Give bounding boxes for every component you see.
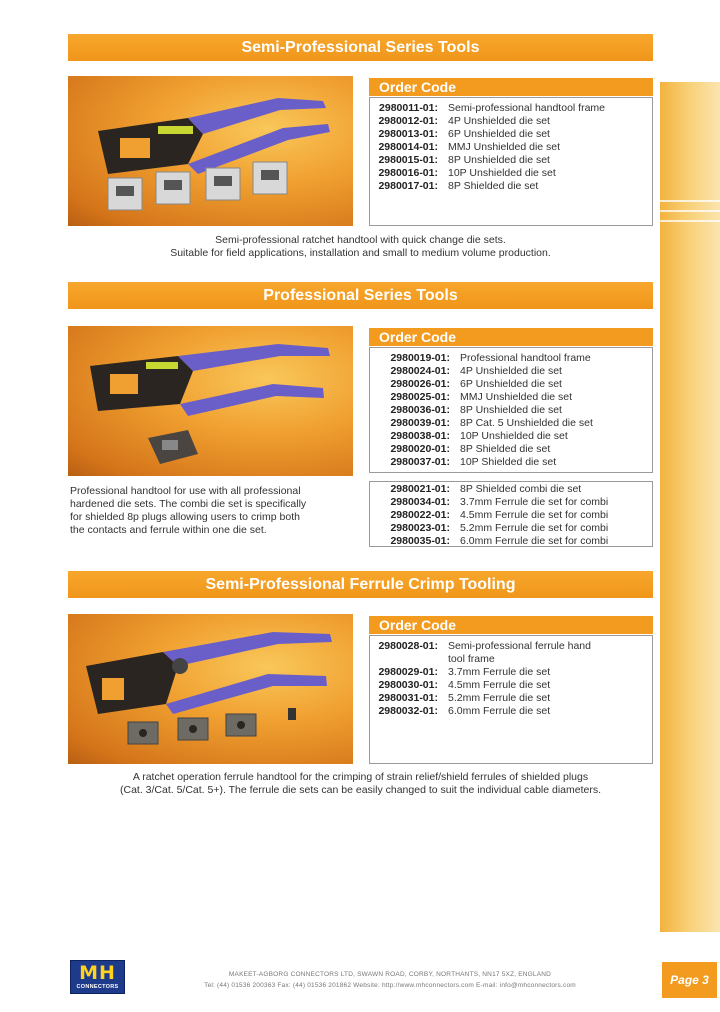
order-code-heading-3: Order Code: [369, 616, 653, 634]
order-code-list-2b: [369, 481, 653, 547]
ferrule-tool-photo: [68, 614, 353, 764]
section-title-ferrule: Semi-Professional Ferrule Crimp Tooling: [68, 571, 653, 598]
order-code-heading-2: Order Code: [369, 328, 653, 346]
order-row: 2980034-01: 3.7mm Ferrule die set for combi: [390, 496, 609, 508]
order-row: 2980011-01: Semi-professional handtool frame: [379, 102, 605, 114]
footer-contact: Tel: (44) 01536 200363 Fax: (44) 01536 201862 Website: http://www.mhconnectors.com E-mail: info@mhconnectors.com: [204, 982, 576, 989]
professional-tool-photo: [68, 326, 353, 476]
order-row: 2980015-01: 8P Unshielded die set: [378, 154, 550, 166]
order-row: 2980012-01: 4P Unshielded die set: [378, 115, 550, 127]
order-row: 2980029-01: 3.7mm Ferrule die set: [378, 666, 551, 678]
section-title-professional: Professional Series Tools: [68, 282, 653, 309]
side-decorative-tab: [660, 82, 720, 932]
order-row: 2980023-01: 5.2mm Ferrule die set for combi: [390, 522, 609, 534]
order-row: 2980031-01: 5.2mm Ferrule die set: [378, 692, 551, 704]
order-row: 2980025-01: MMJ Unshielded die set: [390, 391, 573, 403]
order-row: 2980016-01: 10P Unshielded die set: [378, 167, 556, 179]
order-row: 2980038-01: 10P Unshielded die set: [390, 430, 568, 442]
order-row: 2980020-01: 8P Shielded die set: [390, 443, 551, 455]
section-caption-1: Semi-professional ratchet handtool with quick change die sets. Suitable for field applications, installation and small to medium volume production.: [170, 234, 551, 259]
order-code-list-1: [369, 97, 653, 226]
order-row: 2980035-01: 6.0mm Ferrule die set for combi: [390, 535, 609, 547]
order-row: 2980026-01: 6P Unshielded die set: [390, 378, 562, 390]
order-row: 2980030-01: 4.5mm Ferrule die set: [378, 679, 551, 691]
section-caption-3: A ratchet operation ferrule handtool for the crimping of strain relief/shield ferrules of shielded plugs (Cat. 3/Cat. 5/Cat. 5+). The ferrule die sets can be easily changed to suit the individual cable diameters.: [119, 771, 602, 796]
section-caption-2: Professional handtool for use with all professional hardened die sets. The combi die set is specifically for shielded 8p plugs allowing users to crimp both the contacts and ferrule within one die set.: [70, 485, 307, 536]
order-row: 2980021-01: 8P Shielded combi die set: [390, 483, 582, 495]
order-row: 2980039-01: 8P Cat. 5 Unshielded die set: [390, 417, 593, 429]
order-row: tool frame: [448, 653, 495, 665]
semi-pro-tool-photo: [68, 76, 353, 226]
order-row: 2980017-01: 8P Shielded die set: [378, 180, 539, 192]
order-row: 2980037-01: 10P Shielded die set: [390, 456, 557, 468]
order-row: 2980014-01: MMJ Unshielded die set: [378, 141, 561, 153]
order-row: 2980022-01: 4.5mm Ferrule die set for combi: [390, 509, 609, 521]
order-row: 2980036-01: 8P Unshielded die set: [390, 404, 562, 416]
order-row: 2980013-01: 6P Unshielded die set: [378, 128, 550, 140]
order-code-heading-1: Order Code: [369, 78, 653, 96]
order-row: 2980028-01: Semi-professional ferrule hand: [378, 640, 591, 652]
order-row: 2980019-01: Professional handtool frame: [390, 352, 591, 364]
section-title-semi-pro: Semi-Professional Series Tools: [68, 34, 653, 61]
footer-address: MAKEET-AGBORG CONNECTORS LTD, SWAWN ROAD, CORBY, NORTHANTS, NN17 5XZ, ENGLAND: [228, 971, 552, 978]
order-row: 2980032-01: 6.0mm Ferrule die set: [378, 705, 551, 717]
order-code-list-3: [369, 635, 653, 764]
order-row: 2980024-01: 4P Unshielded die set: [390, 365, 562, 377]
mh-connectors-logo: MH CONNECTORS: [70, 960, 125, 994]
order-code-list-2a: [369, 347, 653, 473]
page-number: Page 3: [662, 962, 717, 998]
